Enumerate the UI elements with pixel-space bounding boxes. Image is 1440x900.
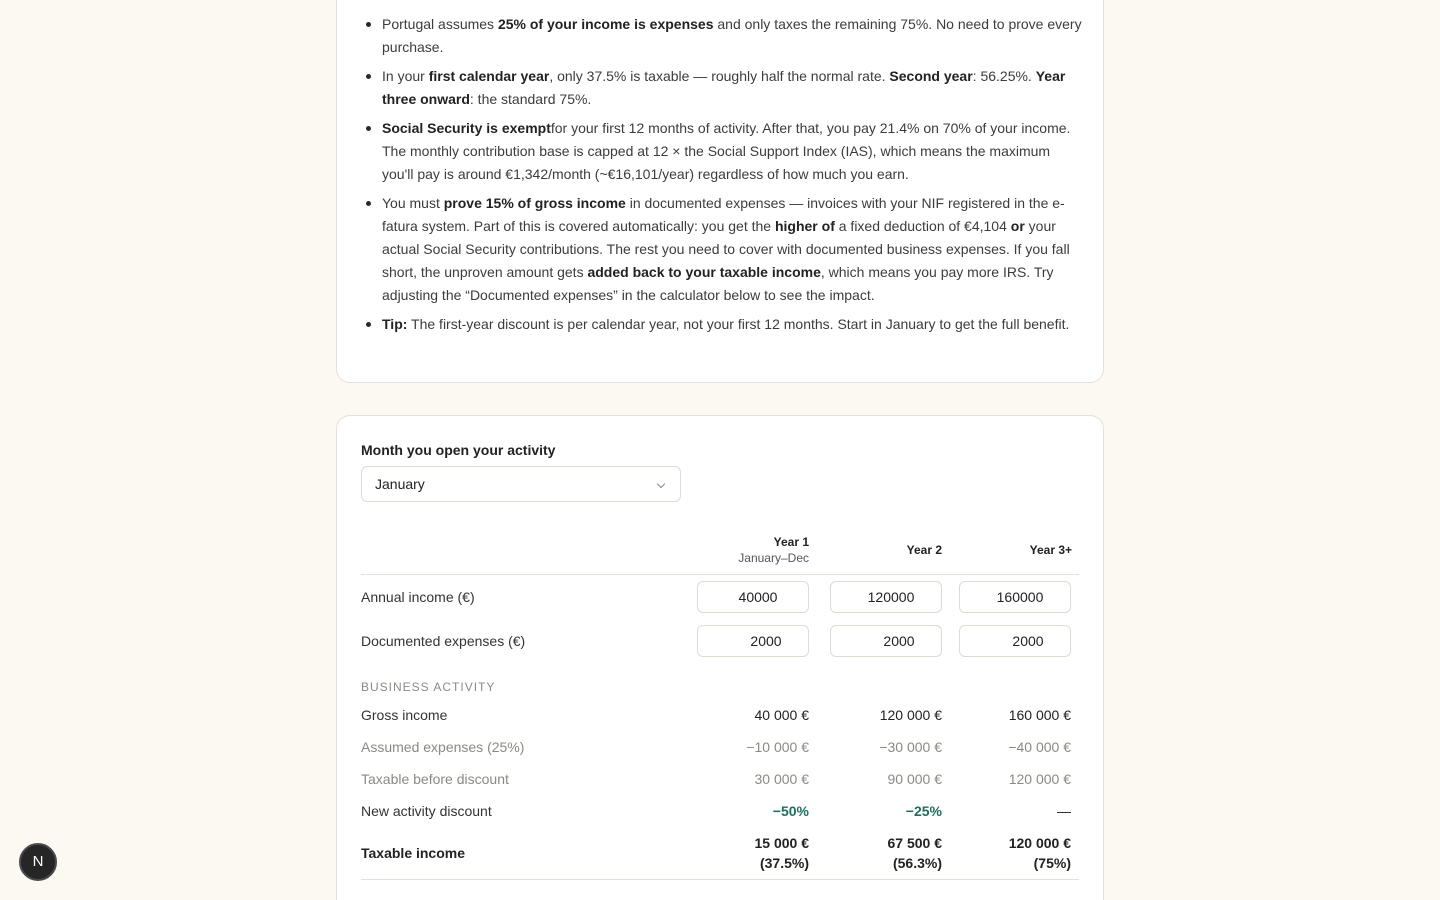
gross-income-year1: 40 000 €	[754, 707, 809, 723]
taxable-income-label: Taxable income	[361, 845, 466, 861]
bold-text: 25% of your income is expenses	[497, 16, 714, 32]
bullet-item: Social Security is exemptfor your first 12 months of activity. After that, you pay 21.4% on 70% of your income. The monthly contribution base is capped at 12 × the Social Support Index (IAS), which means the maximum you'll pay is around €1,342/month (~€16,101/year) regardless of how much you earn.	[382, 117, 1082, 186]
bullet-item: Portugal assumes 25% of your income is expenses and only taxes the remaining 75%. No need to prove every purchase.	[382, 13, 1082, 59]
taxable-before-year2: 90 000 €	[887, 771, 942, 787]
taxable-income-year2	[822, 833, 942, 873]
new-activity-discount-label: New activity discount	[361, 803, 492, 819]
expenses-input-year3[interactable]: 2000	[959, 625, 1071, 657]
column-title: Year 3+	[1029, 543, 1072, 557]
n-logo-button[interactable]: N	[19, 843, 57, 881]
calculator-card	[336, 415, 1104, 900]
discount-year2: −25%	[905, 803, 942, 819]
gross-income-label: Gross income	[361, 707, 448, 723]
taxable-percent: (37.5%)	[759, 855, 809, 871]
bullet-item: You must prove 15% of gross income in documented expenses — invoices with your NIF registered in the e-fatura system. Part of this is covered automatically: you get the higher of a fixed deduction of €4,104 or your actual Social Security contributions. The rest you need to cover with documented business expenses. If you fall short, the unproven amount gets added back to your taxable income, which means you pay more IRS. Try adjusting the “Documented expenses” in the calculator below to see the impact.	[382, 192, 1082, 307]
expenses-label: Documented expenses (€)	[361, 633, 526, 649]
discount-year3: —	[1057, 803, 1071, 819]
info-card	[336, 0, 1104, 383]
bold-text: prove 15% of gross income	[443, 195, 626, 211]
taxable-income-year1	[689, 833, 809, 873]
taxable-before-year1: 30 000 €	[754, 771, 809, 787]
taxable-before-year3: 120 000 €	[1008, 771, 1071, 787]
taxable-amount: 67 500 €	[887, 835, 942, 851]
column-subtitle: January–Dec	[738, 551, 809, 565]
income-label: Annual income (€)	[361, 589, 475, 605]
column-title: Year 2	[906, 543, 942, 557]
bold-text: added back to your taxable income	[587, 264, 821, 280]
assumed-expenses-year2: −30 000 €	[879, 739, 942, 755]
bold-text: Second year	[889, 68, 973, 84]
bold-text: Social Security is exempt	[382, 120, 551, 136]
income-input-year1[interactable]: 40000	[697, 581, 809, 613]
header-divider	[361, 574, 1079, 575]
discount-year1: −50%	[772, 803, 809, 819]
assumed-expenses-label: Assumed expenses (25%)	[361, 739, 525, 755]
income-input-year3[interactable]: 160000	[959, 581, 1071, 613]
column-header-year1	[689, 535, 809, 565]
gross-income-year3: 160 000 €	[1008, 707, 1071, 723]
bullet-item: Tip: The first-year discount is per calendar year, not your first 12 months. Start in January to get the full benefit.	[382, 313, 1082, 336]
bullet-item: In your first calendar year, only 37.5% is taxable — roughly half the normal rate. Second year: 56.25%. Year three onward: the standard 75%.	[382, 65, 1082, 111]
expenses-input-year2[interactable]: 2000	[830, 625, 942, 657]
column-header-year2	[822, 543, 942, 557]
bold-text: or	[1010, 218, 1025, 234]
taxable-before-discount-label: Taxable before discount	[361, 771, 509, 787]
taxable-percent: (75%)	[1033, 855, 1071, 871]
bold-text: first calendar year	[428, 68, 550, 84]
column-header-year3	[952, 543, 1072, 557]
expenses-input-year1[interactable]: 2000	[697, 625, 809, 657]
chevron-down-icon	[657, 480, 665, 488]
month-select-value: January	[375, 476, 425, 492]
bold-text: Year three onward	[382, 68, 1066, 107]
bold-text: Tip:	[382, 316, 408, 332]
income-input-year2[interactable]: 120000	[830, 581, 942, 613]
month-field-label: Month you open your activity	[361, 442, 556, 458]
assumed-expenses-year1: −10 000 €	[746, 739, 809, 755]
section-title: BUSINESS ACTIVITY	[361, 680, 496, 694]
info-bullet-list	[382, 13, 1082, 342]
taxable-income-year3	[951, 833, 1071, 873]
bold-text: higher of	[774, 218, 835, 234]
taxable-amount: 120 000 €	[1008, 835, 1071, 851]
column-title: Year 1	[773, 535, 809, 549]
assumed-expenses-year3: −40 000 €	[1008, 739, 1071, 755]
month-select[interactable]	[361, 466, 681, 502]
gross-income-year2: 120 000 €	[879, 707, 942, 723]
taxable-percent: (56.3%)	[892, 855, 942, 871]
taxable-amount: 15 000 €	[754, 835, 809, 851]
taxable-divider	[361, 879, 1079, 880]
